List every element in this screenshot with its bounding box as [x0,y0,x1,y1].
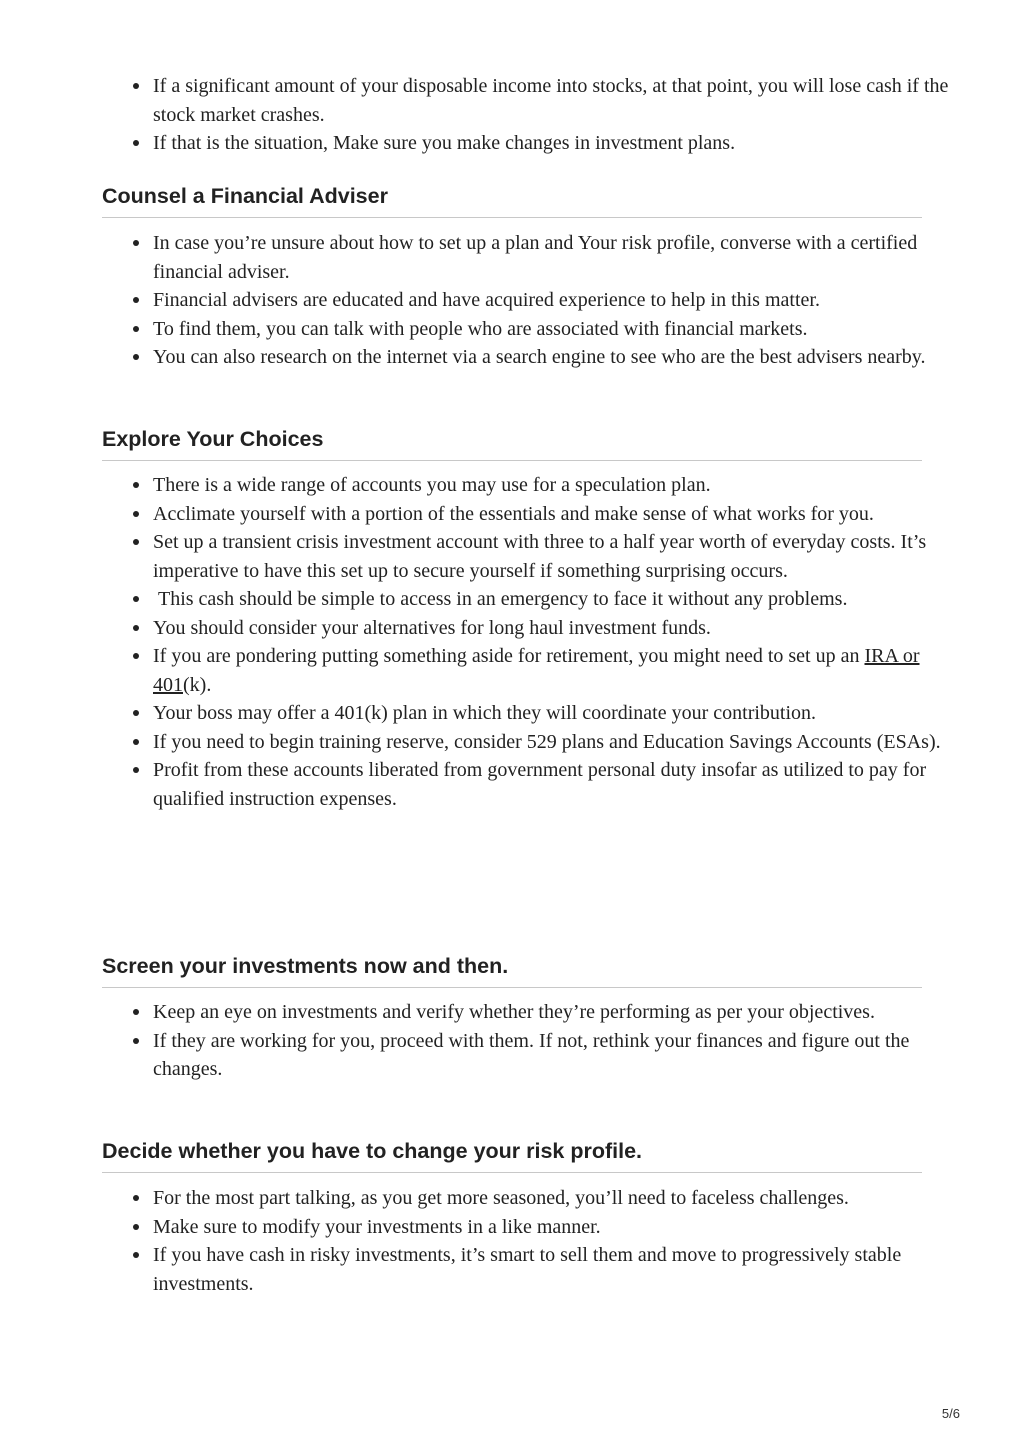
list-item: To find them, you can talk with people who are associated with financial markets. [153,315,973,344]
list-item-ira [153,642,973,699]
ira-text-before: If you are pondering putting something aside for retirement, you might need to set up an [153,645,865,667]
section-heading-explore-choices: Explore Your Choices [102,426,922,461]
section-heading-screen-investments: Screen your investments now and then. [102,953,922,988]
list-item: Make sure to modify your investments in a like manner. [153,1213,973,1242]
ira-text-after: (k). [183,673,212,696]
section-heading-risk-profile: Decide whether you have to change your risk profile. [102,1138,922,1173]
list-item: You can also research on the internet via a search engine to see who are the best advisers nearby. [153,343,973,372]
list-item: If a significant amount of your disposable income into stocks, at that point, you will lose cash if the stock market crashes. [153,72,973,129]
list-item: Keep an eye on investments and verify whether they’re performing as per your objectives. [153,998,973,1027]
list-item: If you have cash in risky investments, it’s smart to sell them and move to progressively stable investments. [153,1241,973,1298]
page-number: 5/6 [941,1406,960,1421]
explore-choices-list [102,471,973,813]
risk-profile-list [102,1184,973,1298]
section-heading-financial-adviser: Counsel a Financial Adviser [102,183,922,218]
list-item: If you need to begin training reserve, consider 529 plans and Education Savings Accounts (ESAs). [153,728,973,757]
list-item: In case you’re unsure about how to set up a plan and Your risk profile, converse with a certified financial adviser. [153,229,973,286]
financial-adviser-list [102,229,973,372]
screen-investments-list [102,998,973,1084]
list-item: For the most part talking, as you get more seasoned, you’ll need to faceless challenges. [153,1184,973,1213]
list-item: This cash should be simple to access in an emergency to face it without any problems. [153,585,973,614]
list-item: Acclimate yourself with a portion of the essentials and make sense of what works for you. [153,500,973,529]
list-item: Financial advisers are educated and have acquired experience to help in this matter. [153,286,973,315]
list-item: If that is the situation, Make sure you make changes in investment plans. [153,129,973,158]
list-item: If they are working for you, proceed with them. If not, rethink your finances and figure out the changes. [153,1027,973,1084]
list-item: Your boss may offer a 401(k) plan in which they will coordinate your contribution. [153,699,973,728]
list-item: There is a wide range of accounts you may use for a speculation plan. [153,471,973,500]
ira-401-link[interactable]: IRA or 401 [153,645,920,696]
list-item: You should consider your alternatives for long haul investment funds. [153,614,973,643]
list-item: Set up a transient crisis investment account with three to a half year worth of everyday costs. It’s imperative to have this set up to secure yourself if something surprising occurs. [153,528,973,585]
list-item: Profit from these accounts liberated from government personal duty insofar as utilized to pay for qualified instruction expenses. [153,756,973,813]
intro-bullet-list [102,72,973,158]
